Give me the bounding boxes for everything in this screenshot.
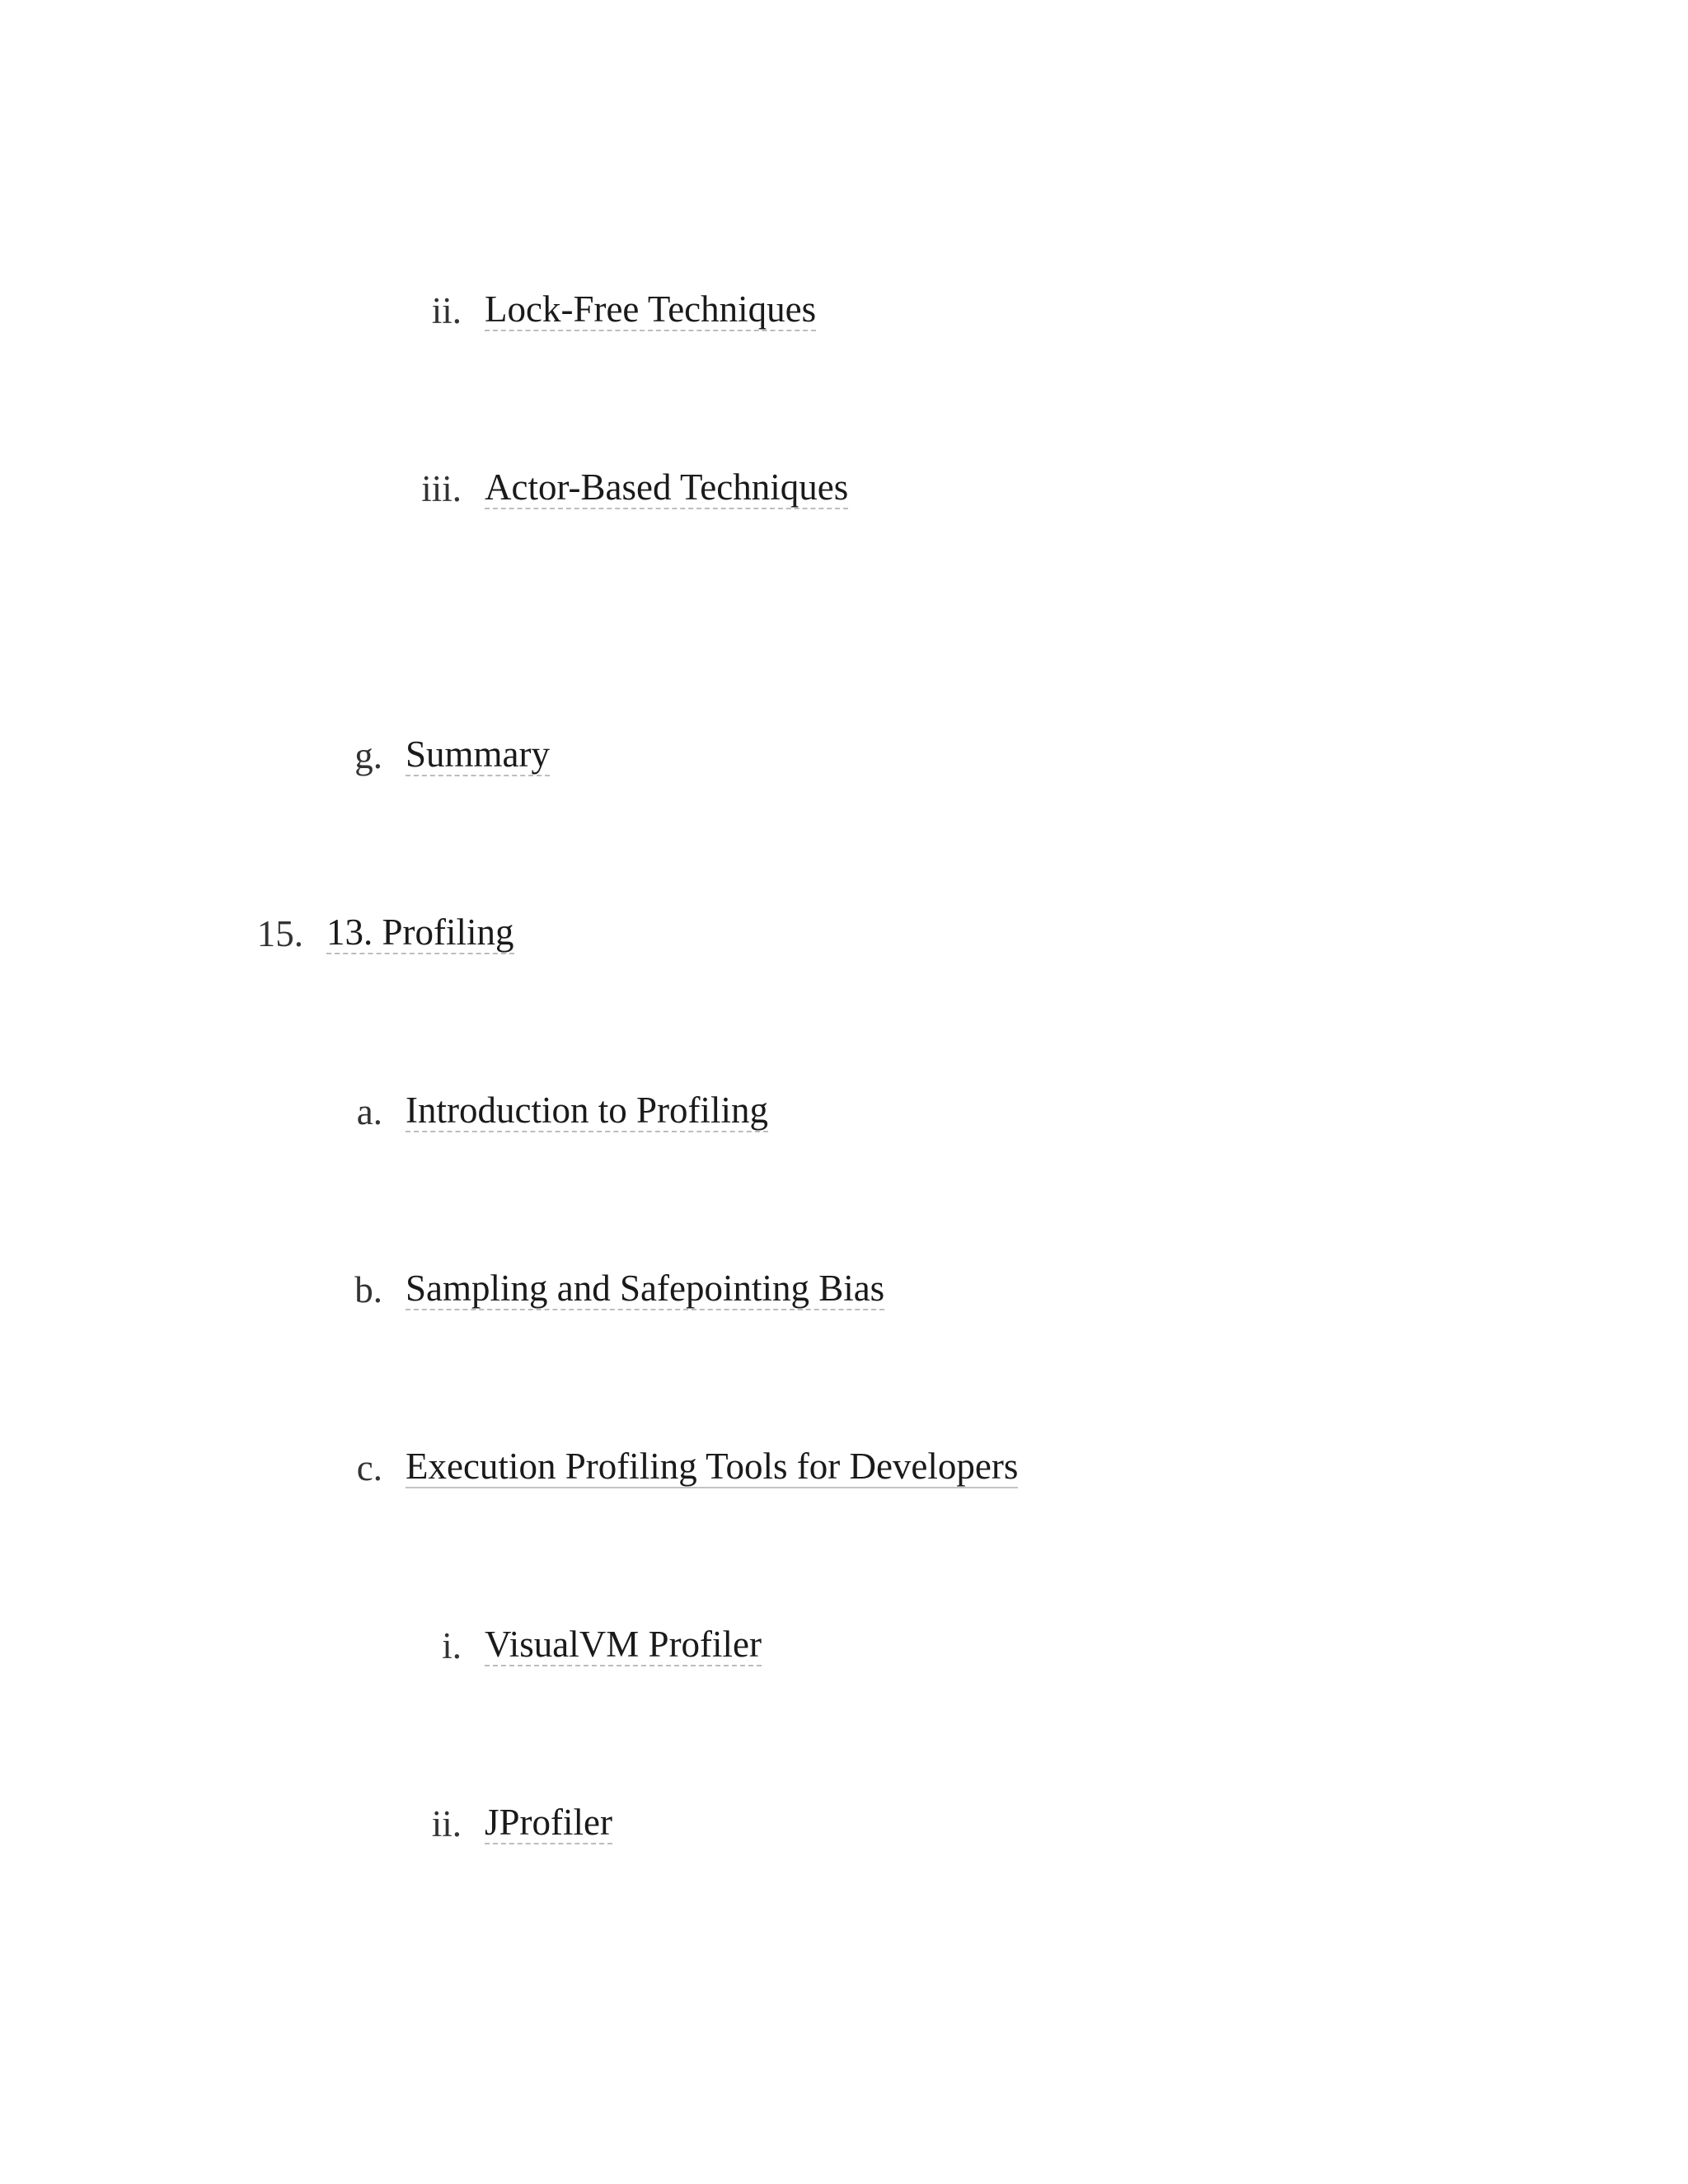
toc-link-introduction-to-profiling[interactable]: Introduction to Profiling — [406, 1090, 768, 1131]
toc-link-execution-profiling-tools[interactable]: Execution Profiling Tools for Developers — [406, 1446, 1019, 1487]
toc-link-visualvm-profiler[interactable]: VisualVM Profiler — [485, 1624, 762, 1665]
toc-link-profiling-chapter[interactable]: 13. Profiling — [326, 912, 514, 953]
toc-entry-number: ii. — [431, 1803, 462, 1844]
toc-link-lock-free-techniques[interactable]: Lock-Free Techniques — [485, 288, 817, 330]
toc-entry-number: g. — [354, 735, 382, 776]
toc-entry-number: a. — [356, 1091, 382, 1132]
toc-link-actor-based-techniques[interactable]: Actor-Based Techniques — [485, 466, 849, 508]
toc-entry-number: iii. — [421, 468, 462, 509]
toc-entry-number: 15. — [256, 913, 303, 954]
toc-link-summary[interactable]: Summary — [406, 733, 550, 775]
toc-link-jprofiler[interactable]: JProfiler — [485, 1802, 612, 1843]
toc-entry-number: b. — [354, 1269, 382, 1310]
toc-entry-number: c. — [356, 1447, 382, 1488]
toc-entry-number: i. — [442, 1625, 462, 1666]
toc-link-sampling-and-safepointing-bias[interactable]: Sampling and Safepointing Bias — [406, 1268, 885, 1309]
toc-entry-number: ii. — [431, 290, 462, 331]
